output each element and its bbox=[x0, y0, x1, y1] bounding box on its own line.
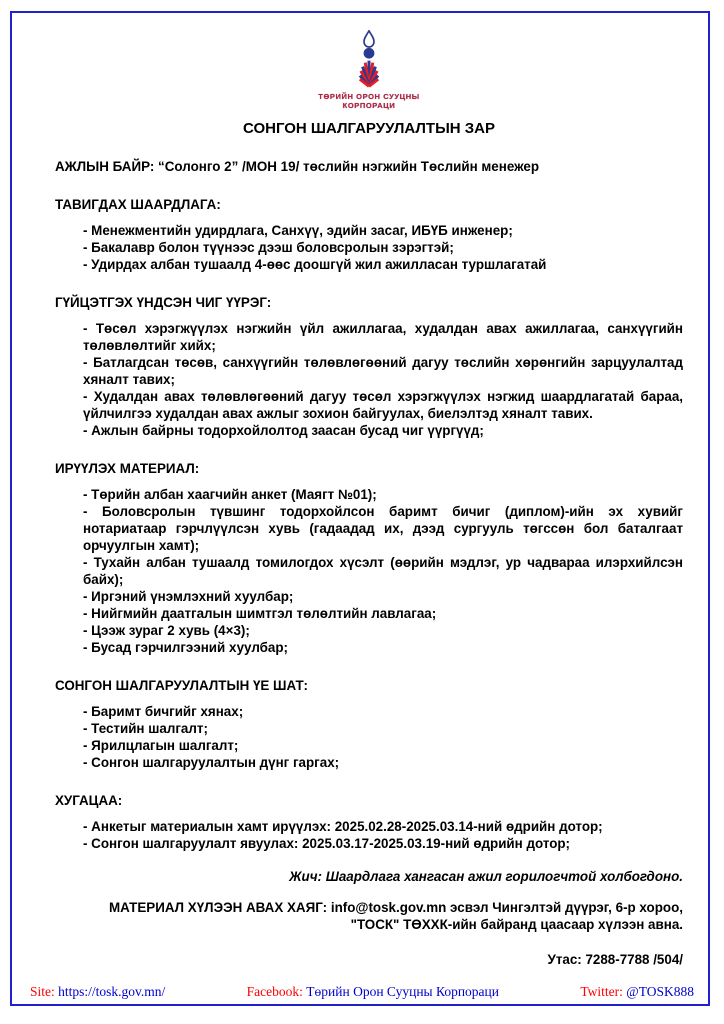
list-item: - Төсөл хэрэгжүүлэх нэгжийн үйл ажиллагаа, худалдан авах ажиллагаа, санхүүгийн төлөвлөлтийг хийх; bbox=[83, 321, 683, 353]
list-item: - Ярилцлагын шалгалт; bbox=[83, 738, 239, 753]
section-heading: ГҮЙЦЭТГЭХ ҮНДСЭН ЧИГ ҮҮРЭГ: bbox=[55, 295, 272, 310]
section-duties bbox=[55, 294, 683, 439]
note-line: Жич: Шаардлага хангасан ажил горилогчтой холбогдоно. bbox=[289, 869, 683, 884]
phone-line: Утас: 7288-7788 /504/ bbox=[547, 952, 683, 967]
section-heading: СОНГОН ШАЛГАРУУЛАЛТЫН ҮЕ ШАТ: bbox=[55, 678, 308, 693]
section-requirements bbox=[55, 196, 683, 273]
logo-text-line1: ТӨРИЙН ОРОН СУУЦНЫ bbox=[318, 92, 420, 101]
section-heading: ТАВИГДАХ ШААРДЛАГА: bbox=[55, 197, 221, 212]
twitter-label: Twitter: bbox=[580, 984, 623, 999]
list-item: - Удирдах албан тушаалд 4-өөс доошгүй жил ажилласан туршлагатай bbox=[83, 257, 547, 272]
page-title: СОНГОН ШАЛГАРУУЛАЛТЫН ЗАР bbox=[243, 120, 495, 137]
section-stages bbox=[55, 677, 683, 771]
address-label: МАТЕРИАЛ ХҮЛЭЭН АВАХ ХАЯГ: bbox=[109, 900, 328, 915]
list-item: - Тухайн албан тушаалд томилогдох хүсэлт (өөрийн мэдлэг, ур чадвараа илэрхийлсэн байх); bbox=[83, 555, 683, 587]
footer-facebook bbox=[247, 984, 499, 1000]
document-content bbox=[55, 30, 683, 968]
list-item: - Иргэний үнэмлэхний хуулбар; bbox=[83, 589, 294, 604]
twitter-value: @TOSK888 bbox=[626, 984, 694, 999]
list-item: - Баримт бичгийг хянах; bbox=[83, 704, 244, 719]
facebook-label: Facebook: bbox=[246, 984, 303, 999]
list-item: - Цээж зураг 2 хувь (4×3); bbox=[83, 623, 250, 638]
section-deadline bbox=[55, 792, 683, 852]
footer bbox=[30, 984, 694, 1000]
list-item: - Нийгмийн даатгалын шимтгэл төлөлтийн лавлагаа; bbox=[83, 606, 437, 621]
logo-text-line2: КОРПОРАЦИ bbox=[342, 101, 396, 110]
list-item: - Анкетыг материалын хамт ирүүлэх: 2025.02.28-2025.03.14-ний өдрийн дотор; bbox=[83, 819, 603, 834]
list-item: - Менежментийн удирдлага, Санхүү, эдийн засаг, ИБҮБ инженер; bbox=[83, 223, 513, 238]
section-materials bbox=[55, 460, 683, 656]
job-value: “Солонго 2” /МОН 19/ төслийн нэгжийн Төслийн менежер bbox=[158, 159, 540, 174]
list-item: - Тестийн шалгалт; bbox=[83, 721, 208, 736]
facebook-value: Төрийн Орон Сууцны Корпораци bbox=[306, 984, 499, 999]
list-item: - Төрийн албан хаагчийн анкет (Маягт №01); bbox=[83, 487, 377, 502]
list-item: - Сонгон шалгаруулалтын дүнг гаргах; bbox=[83, 755, 340, 770]
list-item: - Бакалавр болон түүнээс дээш боловсролын зэрэгтэй; bbox=[83, 240, 454, 255]
section-heading: ИРҮҮЛЭХ МАТЕРИАЛ: bbox=[55, 461, 200, 476]
address-line1: info@tosk.gov.mn эсвэл Чингэлтэй дүүрэг, 6-р хороо, bbox=[330, 900, 683, 915]
footer-twitter bbox=[580, 984, 694, 1000]
job-label: АЖЛЫН БАЙР: bbox=[55, 159, 155, 174]
logo bbox=[55, 30, 683, 110]
site-value: https://tosk.gov.mn/ bbox=[58, 984, 166, 999]
tosk-emblem-icon bbox=[327, 30, 411, 88]
list-item: - Ажлын байрны тодорхойлолтод заасан бусад чиг үүргүүд; bbox=[83, 423, 484, 438]
footer-site bbox=[30, 984, 165, 1000]
site-label: Site: bbox=[30, 984, 55, 999]
list-item: - Бусад гэрчилгээний хуулбар; bbox=[83, 640, 289, 655]
list-item: - Худалдан авах төлөвлөгөөний дагуу төсөл хэрэгжүүлэх нэгжид шаардлагатай бараа, үйлчилгээ худалдан авах ажлыг зохион байгуулах, биелэлтэд хяналт тавих. bbox=[83, 389, 683, 421]
list-item: - Батлагдсан төсөв, санхүүгийн төлөвлөгөөний дагуу төслийн хөрөнгийн зарцуулалтад хяналт тавих; bbox=[83, 355, 683, 387]
list-item: - Сонгон шалгаруулалт явуулах: 2025.03.17-2025.03.19-ний өдрийн дотор; bbox=[83, 836, 571, 851]
address-block bbox=[55, 899, 683, 933]
list-item: - Боловсролын түвшинг тодорхойлсон баримт бичиг (диплом)-ийн эх хувийг нотариатаар гэрчлүүлсэн хувь (гадаадад их, дээд сургууль төгссөн бол баталгаат орчуулгын хамт); bbox=[83, 504, 683, 553]
job-line bbox=[55, 158, 683, 175]
section-heading: ХУГАЦАА: bbox=[55, 793, 123, 808]
address-line2: "ТОСК" ТӨХХК-ийн байранд цаасаар хүлээн авна. bbox=[350, 917, 683, 932]
